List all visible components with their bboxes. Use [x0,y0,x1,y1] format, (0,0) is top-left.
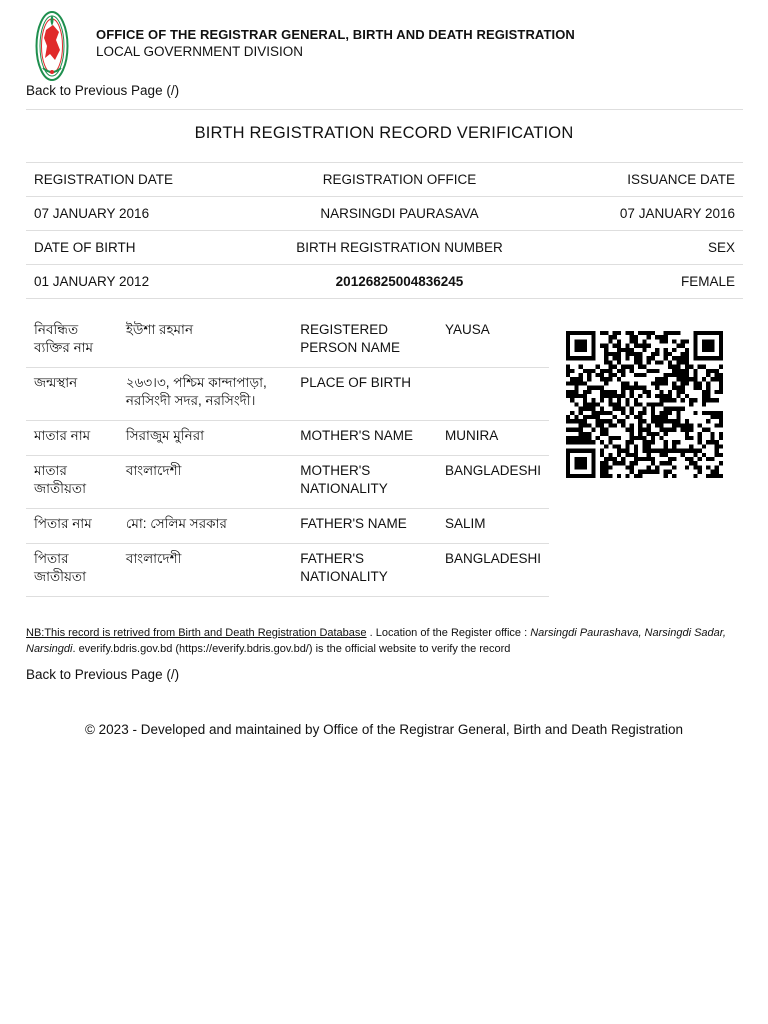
info-value-row [26,265,743,299]
register-office-location: Narsingdi Paurashava, Narsingdi Sadar, Narsingdi [26,627,726,655]
official-website-note: . everify.bdris.gov.bd (https://everify.bdris.gov.bd/) is the official website to verify the record [72,643,511,655]
registration-date-value: 07 JANUARY 2016 [26,197,272,231]
en-value: SALIM [437,509,549,544]
en-value: YAUSA [437,315,549,368]
sex-value: FEMALE [527,265,743,299]
bn-value: ইউশা রহমান [118,315,292,368]
info-label-row [26,231,743,265]
page-header [35,10,735,82]
en-value [437,368,549,421]
mother-nationality-row [26,456,549,509]
en-label: FATHER'S NATIONALITY [292,544,437,597]
qr-code-icon [566,331,723,478]
en-label: MOTHER'S NATIONALITY [292,456,437,509]
en-label: FATHER'S NAME [292,509,437,544]
en-label: MOTHER'S NAME [292,421,437,456]
issuance-date-label: ISSUANCE DATE [527,163,743,197]
bn-label: পিতার নাম [26,509,118,544]
bn-value: বাংলাদেশী [118,456,292,509]
registration-info-table [26,162,743,299]
mother-name-row [26,421,549,456]
birth-registration-number-label: BIRTH REGISTRATION NUMBER [272,231,527,265]
birth-registration-number-value: 20126825004836245 [272,265,527,299]
bn-label: পিতার জাতীয়তা [26,544,118,597]
database-note: NB:This record is retrived from Birth and Death Registration Database [26,627,367,639]
en-value: BANGLADESHI [437,456,549,509]
date-of-birth-value: 01 JANUARY 2012 [26,265,272,299]
father-nationality-row [26,544,549,597]
bn-value: সিরাজুম মুনিরা [118,421,292,456]
registration-office-value: NARSINGDI PAURASAVA [272,197,527,231]
bn-label: মাতার নাম [26,421,118,456]
info-value-row [26,197,743,231]
back-to-previous-page-link[interactable]: Back to Previous Page (/) [26,83,180,98]
bangladesh-government-emblem-icon [35,10,69,82]
bn-label: নিবন্ধিত ব্যক্তির নাম [26,315,118,368]
father-name-row [26,509,549,544]
page-title: BIRTH REGISTRATION RECORD VERIFICATION [194,124,574,142]
sex-label: SEX [527,231,743,265]
bn-value: বাংলাদেশী [118,544,292,597]
bn-value: ২৬৩।৩, পশ্চিম কান্দাপাড়া, নরসিংদী সদর, নরসিংদী। [118,368,292,421]
bn-label: মাতার জাতীয়তা [26,456,118,509]
en-label: REGISTERED PERSON NAME [292,315,437,368]
division-subtitle: LOCAL GOVERNMENT DIVISION [96,44,304,59]
verification-note [26,625,743,657]
en-value: MUNIRA [437,421,549,456]
place-of-birth-row [26,368,549,421]
en-value: BANGLADESHI [437,544,549,597]
date-of-birth-label: DATE OF BIRTH [26,231,272,265]
office-title: OFFICE OF THE REGISTRAR GENERAL, BIRTH AND DEATH REGISTRATION [96,27,575,42]
en-label: PLACE OF BIRTH [292,368,437,421]
info-label-row [26,163,743,197]
divider [26,109,743,110]
back-to-previous-page-link[interactable]: Back to Previous Page (/) [26,667,180,682]
footer-copyright: © 2023 - Developed and maintained by Office of the Registrar General, Birth and Death Registration [84,722,684,737]
bn-label: জন্মস্থান [26,368,118,421]
person-details-table [26,315,549,597]
bn-value: মো: সেলিম সরকার [118,509,292,544]
location-prefix: . Location of the Register office : [366,627,531,639]
registration-office-label: REGISTRATION OFFICE [272,163,527,197]
issuance-date-value: 07 JANUARY 2016 [527,197,743,231]
registration-date-label: REGISTRATION DATE [26,163,272,197]
registered-person-row [26,315,549,368]
